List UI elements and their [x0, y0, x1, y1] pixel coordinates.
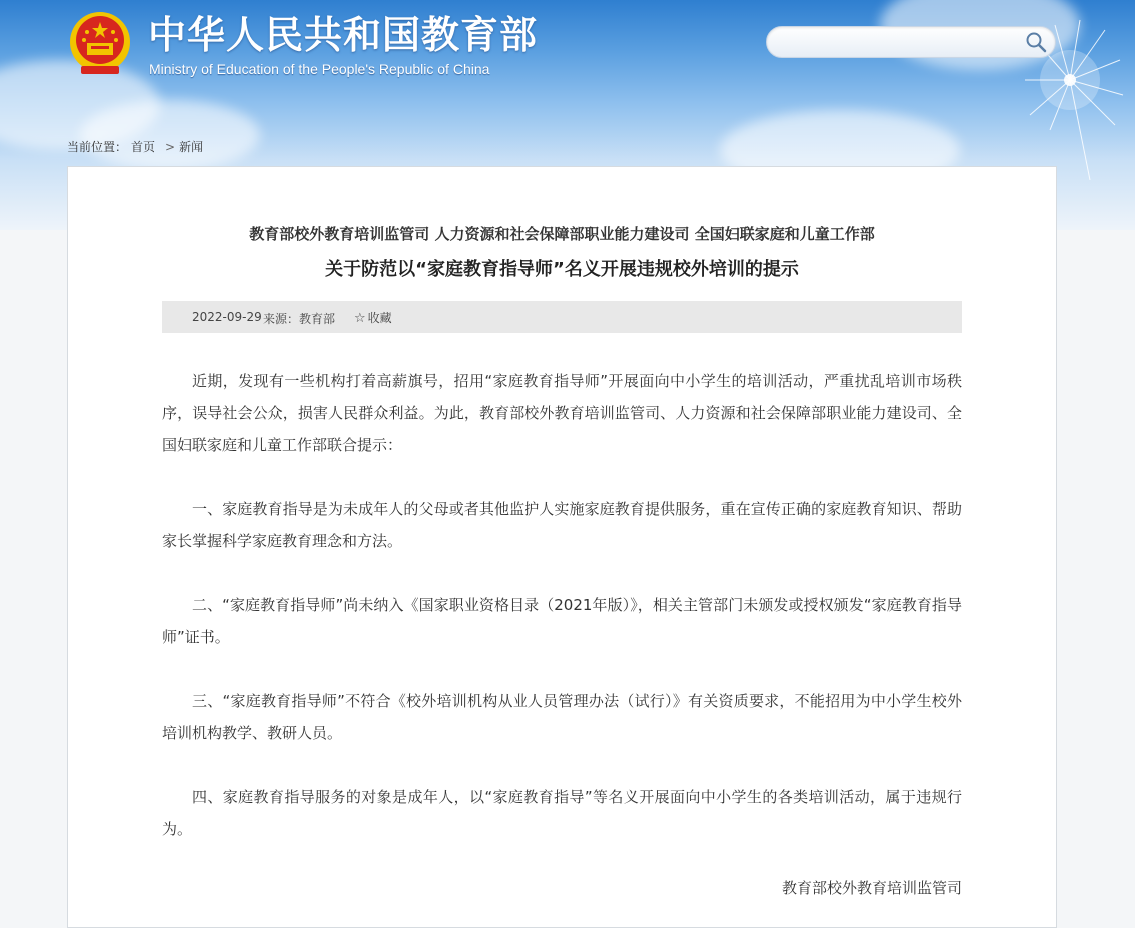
article-meta-bar	[162, 301, 962, 333]
article-container	[67, 166, 1057, 928]
search-input[interactable]	[779, 31, 1023, 55]
breadcrumb-news-link[interactable]: 新闻	[179, 140, 204, 154]
breadcrumb-home-link[interactable]: 首页	[131, 140, 156, 154]
cloud-decoration	[80, 100, 260, 170]
site-subtitle: Ministry of Education of the People's Republic of China	[149, 61, 490, 77]
article-paragraph: 一、家庭教育指导是为未成年人的父母或者其他监护人实施家庭教育提供服务，重在宣传正确的家庭教育知识、帮助家长掌握科学家庭教育理念和方法。	[162, 500, 962, 550]
site-title[interactable]: 中华人民共和国教育部	[148, 13, 539, 57]
chevron-right-icon: >	[165, 140, 176, 154]
article-paragraph: 二、“家庭教育指导师”尚未纳入《国家职业资格目录（2021年版）》，相关主管部门未颁发或授权颁发“家庭教育指导师”证书。	[162, 596, 962, 646]
article-source: 来源：教育部	[263, 312, 336, 326]
national-emblem-icon	[67, 10, 133, 78]
search-icon[interactable]	[1025, 31, 1047, 53]
favorite-button[interactable]	[354, 309, 392, 326]
article-title: 关于防范以“家庭教育指导师”名义开展违规校外培训的提示	[325, 259, 799, 280]
article-paragraph: 四、家庭教育指导服务的对象是成年人，以“家庭教育指导”等名义开展面向中小学生的各类培训活动，属于违规行为。	[162, 788, 962, 838]
article-paragraph: 三、“家庭教育指导师”不符合《校外培训机构从业人员管理办法（试行）》有关资质要求，不能招用为中小学生校外培训机构教学、教研人员。	[162, 692, 962, 742]
article-signature: 教育部校外教育培训监管司	[781, 879, 962, 897]
search-box	[766, 26, 1056, 58]
favorite-label: 收藏	[367, 311, 392, 325]
article-body	[162, 365, 962, 877]
article-issuers: 教育部校外教育培训监管司 人力资源和社会保障部职业能力建设司 全国妇联家庭和儿童工作部	[249, 225, 875, 243]
publish-date: 2022-09-29	[192, 310, 262, 324]
star-icon: ☆	[354, 311, 366, 326]
article-paragraph: 近期，发现有一些机构打着高薪旗号，招用“家庭教育指导师”开展面向中小学生的培训活动，严重扰乱培训市场秩序，误导社会公众，损害人民群众利益。为此，教育部校外教育培训监管司、人力资源和社会保障部职业能力建设司、全国妇联家庭和儿童工作部联合提示：	[162, 372, 962, 454]
breadcrumb-prefix: 当前位置：	[67, 140, 128, 154]
breadcrumb	[67, 138, 203, 155]
